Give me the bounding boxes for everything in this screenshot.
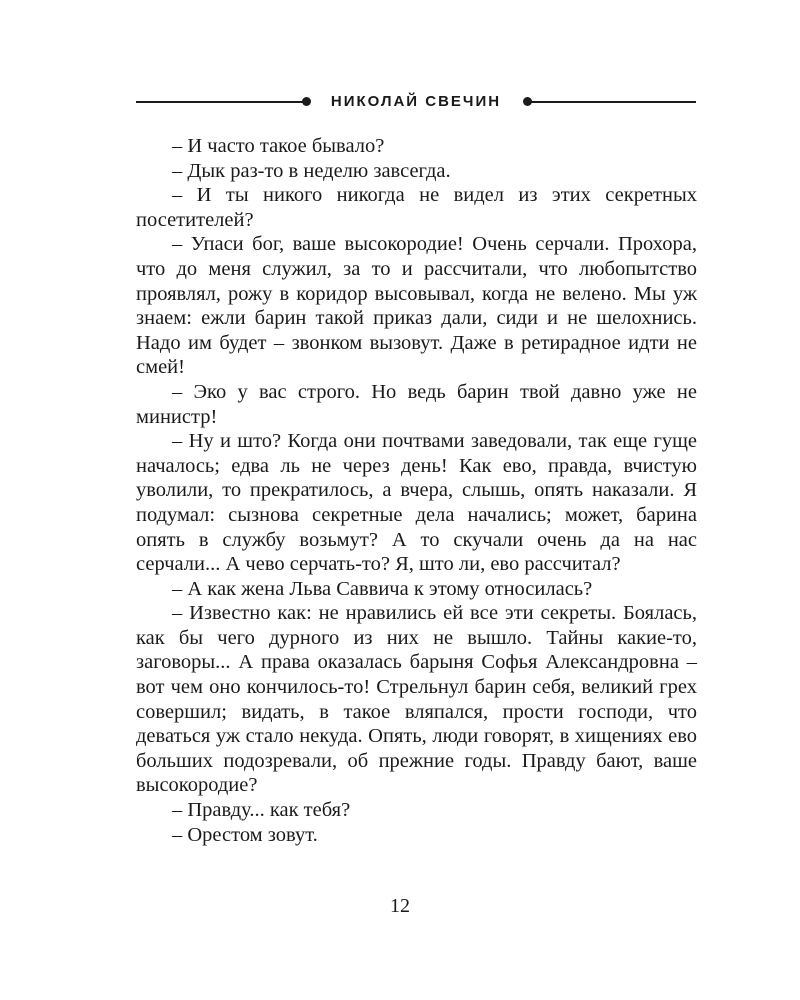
paragraph: – И ты никого никогда не видел из этих секретных посетителей?: [136, 184, 697, 231]
page-number: 12: [390, 895, 410, 917]
paragraph: – Упаси бог, ваше высокородие! Очень серчали. Прохора, что до меня служил, за то и рассчитали, что любопытство проявлял, рожу в коридор высовывал, когда не велено. Мы уж знаем: ежли барин такой приказ дали, сиди и не шелохнись. Надо им будет – звонком вызовут. Даже в ретирадное идти не смей!: [136, 233, 697, 379]
body-text: [136, 134, 697, 847]
header-rule-left: [136, 101, 306, 103]
paragraph: – Дык раз-то в неделю завсегда.: [172, 159, 451, 182]
paragraph: – Орестом зовут.: [172, 823, 318, 846]
paragraph: – Ну и што? Когда они почтвами заведовали, так еще гуще началось; едва ль не через день! Как ево, правда, вчистую уволили, то прекратилось, а вчера, слышь, опять наказали. Я подумал: сызнова секретные дела начались; может, барина опять в службу возьмут? А то скучали очень да на нас серчали... А чево серчать-то? Я, што ли, ево рассчитал?: [136, 430, 697, 576]
paragraph: – А как жена Льва Саввича к этому относилась?: [172, 577, 593, 600]
paragraph: – Правду... как тебя?: [172, 799, 351, 822]
paragraph: – Известно как: не нравились ей все эти секреты. Боялась, как бы чего дурного из них не вышло. Тайны какие-то, заговоры... А права оказалась барыня Софья Александровна – вот чем оно кончилось-то! Стрельнул барин себя, великий грех совершил; видать, в такое вляпался, прости господи, что деваться уж стало некуда. Опять, люди говорят, в хищениях ево больших подозревали, об прежние годы. Правду бают, ваше высокородие?: [136, 602, 697, 797]
header-dot-left: [302, 97, 311, 106]
header-rule-right: [528, 101, 696, 103]
paragraph: – И часто такое бывало?: [172, 135, 385, 157]
paragraph: – Эко у вас строго. Но ведь барин твой давно уже не министр!: [136, 380, 697, 428]
header-author: НИКОЛАЙ СВЕЧИН: [330, 93, 502, 110]
running-header: [136, 91, 696, 113]
